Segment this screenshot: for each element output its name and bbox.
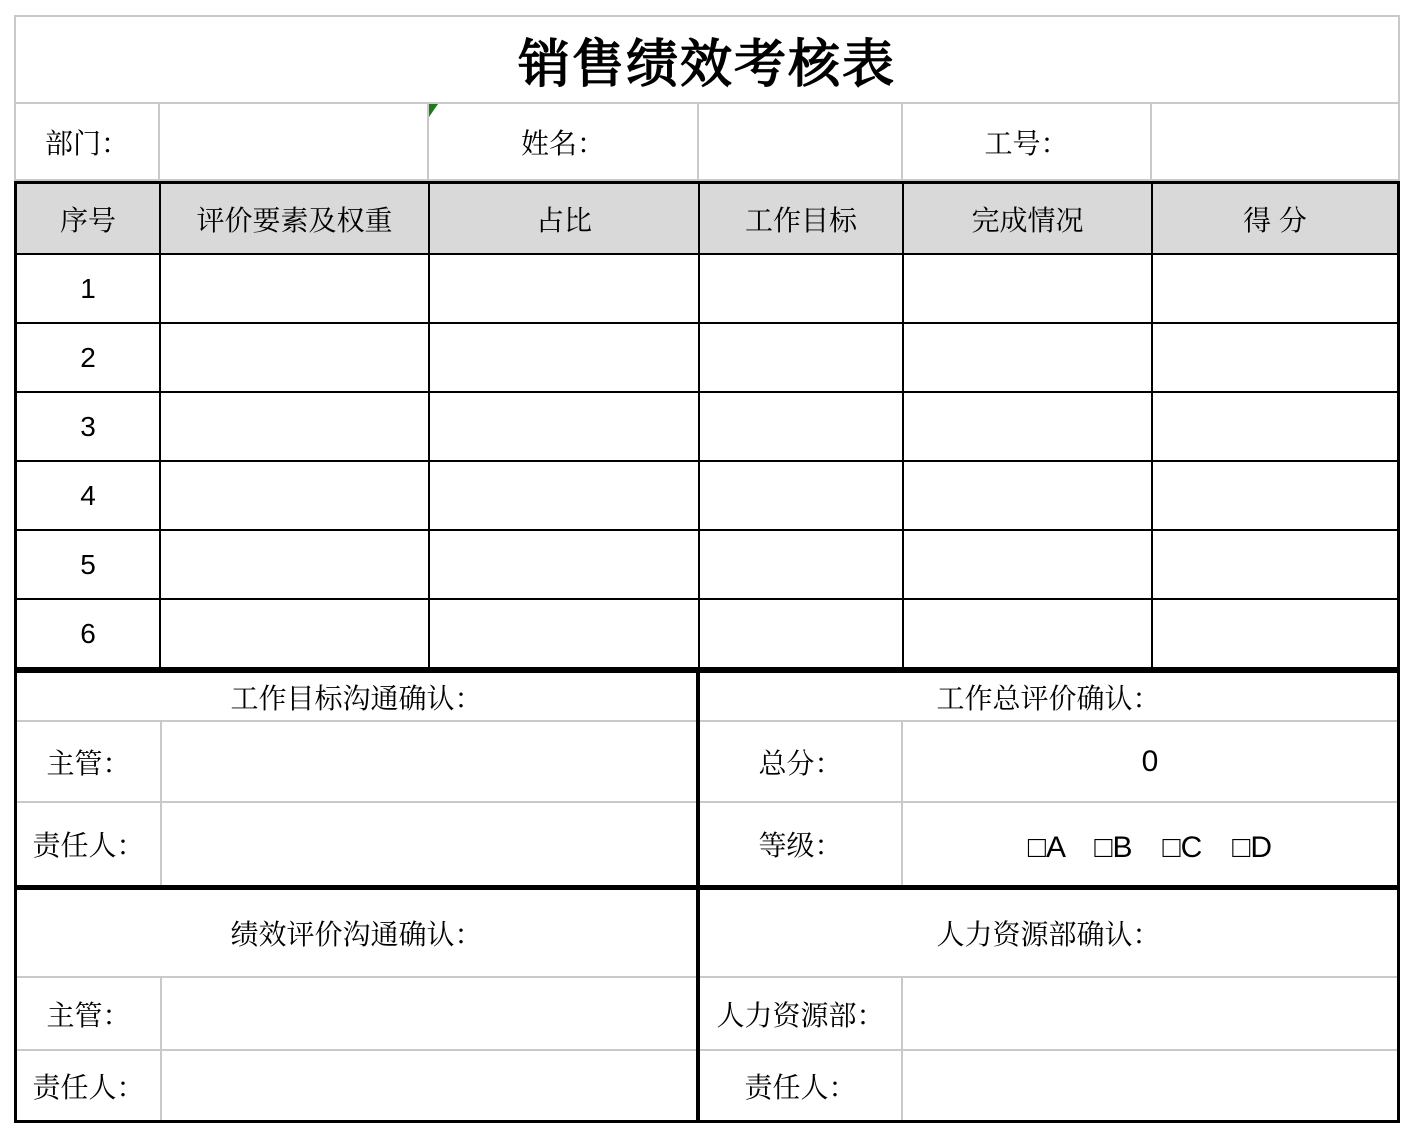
table-row	[17, 255, 1397, 324]
header-no: 序号	[17, 184, 161, 253]
table-header-row	[17, 184, 1397, 255]
department-label: 部门：	[16, 104, 160, 179]
table-row	[17, 600, 1397, 669]
form-top-block	[14, 15, 1400, 181]
responsible-label: 责任人：	[17, 1051, 162, 1120]
total-score-value[interactable]: 0	[1141, 744, 1159, 778]
responsible-sign-field[interactable]	[162, 803, 696, 885]
completion-cell[interactable]	[904, 393, 1153, 460]
row-number: 5	[17, 531, 161, 598]
responsible-label: 责任人：	[17, 803, 162, 885]
hr-confirm-header: 人力资源部确认：	[936, 919, 1161, 950]
hr-confirmation-right	[700, 890, 1397, 1120]
goal-cell[interactable]	[700, 393, 904, 460]
name-field[interactable]	[699, 104, 903, 179]
goal-confirmation-left	[17, 673, 700, 885]
performance-form-sheet	[14, 15, 1400, 1123]
total-score-label: 总分：	[700, 722, 903, 801]
factor-cell[interactable]	[161, 324, 430, 391]
supervisor-sign-field[interactable]	[162, 722, 696, 801]
form-title-row	[16, 17, 1398, 104]
goal-confirmation-section	[17, 669, 1397, 885]
row-number: 4	[17, 462, 161, 529]
proportion-cell[interactable]	[430, 255, 700, 322]
factor-cell[interactable]	[161, 600, 430, 667]
info-row	[16, 104, 1398, 179]
proportion-cell[interactable]	[430, 531, 700, 598]
score-cell[interactable]	[1153, 255, 1397, 322]
proportion-cell[interactable]	[430, 324, 700, 391]
factor-cell[interactable]	[161, 255, 430, 322]
score-cell[interactable]	[1153, 324, 1397, 391]
name-label-cell	[429, 104, 699, 179]
row-number: 1	[17, 255, 161, 322]
goal-cell[interactable]	[700, 600, 904, 667]
header-factors-weights: 评价要素及权重	[161, 184, 430, 253]
score-cell[interactable]	[1153, 393, 1397, 460]
department-field[interactable]	[160, 104, 429, 179]
grade-label: 等级：	[700, 803, 903, 885]
hr-label: 人力资源部：	[700, 978, 903, 1049]
table-row	[17, 531, 1397, 600]
factor-cell[interactable]	[161, 393, 430, 460]
goal-cell[interactable]	[700, 324, 904, 391]
row-number: 6	[17, 600, 161, 667]
table-row	[17, 324, 1397, 393]
overall-evaluation-right	[700, 673, 1397, 885]
page-title: 销售绩效考核表	[517, 36, 896, 94]
review-confirm-header: 绩效评价沟通确认：	[230, 919, 483, 950]
score-cell[interactable]	[1153, 600, 1397, 667]
proportion-cell[interactable]	[430, 600, 700, 667]
completion-cell[interactable]	[904, 255, 1153, 322]
header-score: 得 分	[1243, 204, 1307, 236]
grade-checkboxes[interactable]: □A □B □C □D	[1027, 831, 1273, 864]
hr-responsible-sign-field[interactable]	[903, 1051, 1397, 1120]
proportion-cell[interactable]	[430, 393, 700, 460]
completion-cell[interactable]	[904, 324, 1153, 391]
employee-id-field[interactable]	[1152, 104, 1398, 179]
supervisor-label: 主管：	[17, 722, 162, 801]
form-main-block	[14, 181, 1400, 1123]
row-number: 2	[17, 324, 161, 391]
goal-cell[interactable]	[700, 462, 904, 529]
review-confirmation-left	[17, 890, 700, 1120]
review-confirmation-section	[17, 885, 1397, 1120]
header-work-goal: 工作目标	[700, 184, 904, 253]
name-label: 姓名：	[520, 127, 605, 159]
responsible-sign-field[interactable]	[162, 1051, 696, 1120]
goal-cell[interactable]	[700, 255, 904, 322]
overall-eval-header: 工作总评价确认：	[936, 682, 1161, 714]
goal-cell[interactable]	[700, 531, 904, 598]
goal-confirm-header: 工作目标沟通确认：	[230, 682, 483, 714]
proportion-cell[interactable]	[430, 462, 700, 529]
completion-cell[interactable]	[904, 462, 1153, 529]
row-number: 3	[17, 393, 161, 460]
completion-cell[interactable]	[904, 600, 1153, 667]
factor-cell[interactable]	[161, 531, 430, 598]
table-row	[17, 393, 1397, 462]
score-cell[interactable]	[1153, 462, 1397, 529]
hr-responsible-label: 责任人：	[700, 1051, 903, 1120]
hr-sign-field[interactable]	[903, 978, 1397, 1049]
table-row	[17, 462, 1397, 531]
supervisor-sign-field[interactable]	[162, 978, 696, 1049]
green-corner-marker-icon	[429, 104, 438, 117]
factor-cell[interactable]	[161, 462, 430, 529]
employee-id-label: 工号：	[903, 104, 1152, 179]
completion-cell[interactable]	[904, 531, 1153, 598]
supervisor-label: 主管：	[17, 978, 162, 1049]
score-cell[interactable]	[1153, 531, 1397, 598]
header-completion: 完成情况	[904, 184, 1153, 253]
header-proportion: 占比	[430, 184, 700, 253]
